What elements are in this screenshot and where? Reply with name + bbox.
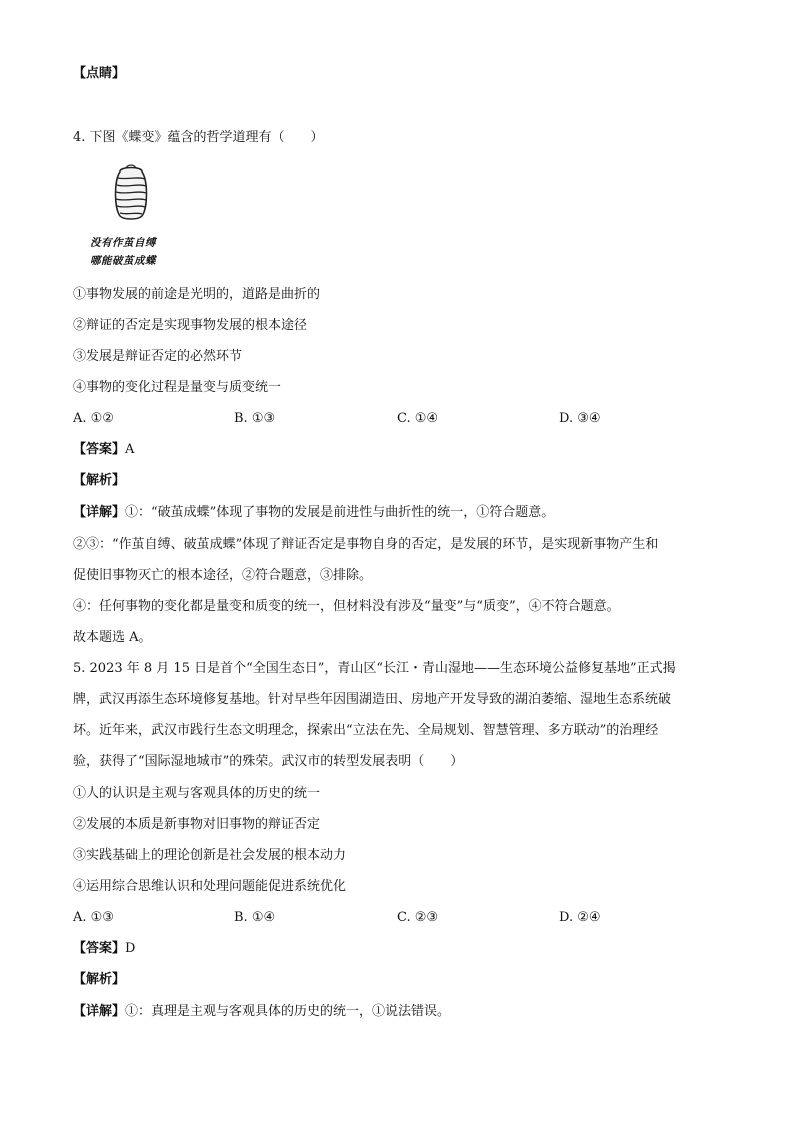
q4-detail-1: ①：“破茧成蝶”体现了事物的发展是前进性与曲折性的统一，①符合题意。 — [125, 505, 555, 520]
q4-answer-line — [73, 440, 134, 460]
figure-caption-line-1: 没有作茧自缚 — [90, 237, 156, 249]
figure-caption-line-2: 哪能破茧成蝶 — [90, 255, 156, 267]
q4-statement-3: ③发展是辩证否定的必然环节 — [73, 349, 243, 364]
q5-analysis-label: 【解析】 — [73, 972, 126, 987]
q5-option-a: A. ①③ — [73, 910, 114, 925]
q5-stem-line-1: 5. 2023 年 8 月 15 日是首个“全国生态日”，青山区“长江・青山湿地——生态环境公益修复基地”正式揭 — [73, 661, 676, 676]
q5-answer-line — [73, 939, 135, 959]
q5-statement-3: ③实践基础上的理论创新是社会发展的根本动力 — [73, 848, 347, 863]
q4-answer-value: A — [125, 442, 135, 457]
q4-conclusion: 故本题选 A。 — [73, 630, 152, 645]
q4-detail-2b: 促使旧事物灭亡的根本途径，②符合题意，③排除。 — [73, 568, 373, 583]
q4-detail-1-line — [73, 503, 554, 523]
dianjing-heading: 【点睛】 — [73, 66, 126, 81]
q4-detail-label: 【详解】 — [73, 505, 126, 520]
q4-option-b: B. ①③ — [234, 411, 276, 426]
q4-cartoon-figure — [90, 164, 170, 272]
q5-statement-2: ②发展的本质是新事物对旧事物的辩证否定 — [73, 817, 321, 832]
q4-option-d: D. ③④ — [559, 411, 601, 426]
q4-statement-1: ①事物发展的前途是光明的，道路是曲折的 — [73, 287, 321, 302]
q5-answer-label: 【答案】 — [73, 941, 126, 956]
q4-analysis-label: 【解析】 — [73, 473, 126, 488]
q4-stem: 4. 下图《蝶变》蕴含的哲学道理有（ ） — [73, 130, 324, 145]
q4-option-c: C. ①④ — [397, 411, 439, 426]
q4-detail-2a: ②③：“作茧自缚、破茧成蝶”体现了辩证否定是事物自身的否定，是发展的环节，是实现新事物产生和 — [73, 537, 659, 552]
q5-detail-1-line — [73, 1002, 450, 1022]
q5-statement-1: ①人的认识是主观与客观具体的历史的统一 — [73, 786, 321, 801]
q5-statement-4: ④运用综合思维认识和处理问题能促进系统优化 — [73, 879, 347, 894]
q4-detail-3: ④：任何事物的变化都是量变和质变的统一，但材料没有涉及“量变”与“质变”，④不符合题意。 — [73, 599, 620, 614]
q5-option-c: C. ②③ — [397, 910, 439, 925]
q4-answer-label: 【答案】 — [73, 442, 126, 457]
q5-stem-line-4: 验，获得了“国际湿地城市”的殊荣。武汉市的转型发展表明（ ） — [73, 754, 464, 769]
q5-options — [73, 908, 673, 928]
cocoon-illustration — [112, 164, 150, 222]
q5-detail-1: ①：真理是主观与客观具体的历史的统一，①说法错误。 — [125, 1004, 451, 1019]
q5-stem-line-3: 坏。近年来，武汉市践行生态文明理念，探索出“立法在先、全局规划、智慧管理、多方联动”的治理经 — [73, 723, 659, 738]
q4-statement-4: ④事物的变化过程是量变与质变统一 — [73, 380, 282, 395]
q4-option-a: A. ①② — [73, 411, 114, 426]
q5-answer-value: D — [125, 941, 136, 956]
q5-option-d: D. ②④ — [559, 910, 601, 925]
q5-stem-line-2: 牌，武汉再添生态环境修复基地。针对早些年因围湖造田、房地产开发导致的湖泊萎缩、湿地生态系统破 — [73, 692, 672, 707]
q4-options — [73, 409, 673, 429]
q4-statement-2: ②辩证的否定是实现事物发展的根本途径 — [73, 318, 308, 333]
q5-detail-label: 【详解】 — [73, 1004, 126, 1019]
q5-option-b: B. ①④ — [234, 910, 276, 925]
